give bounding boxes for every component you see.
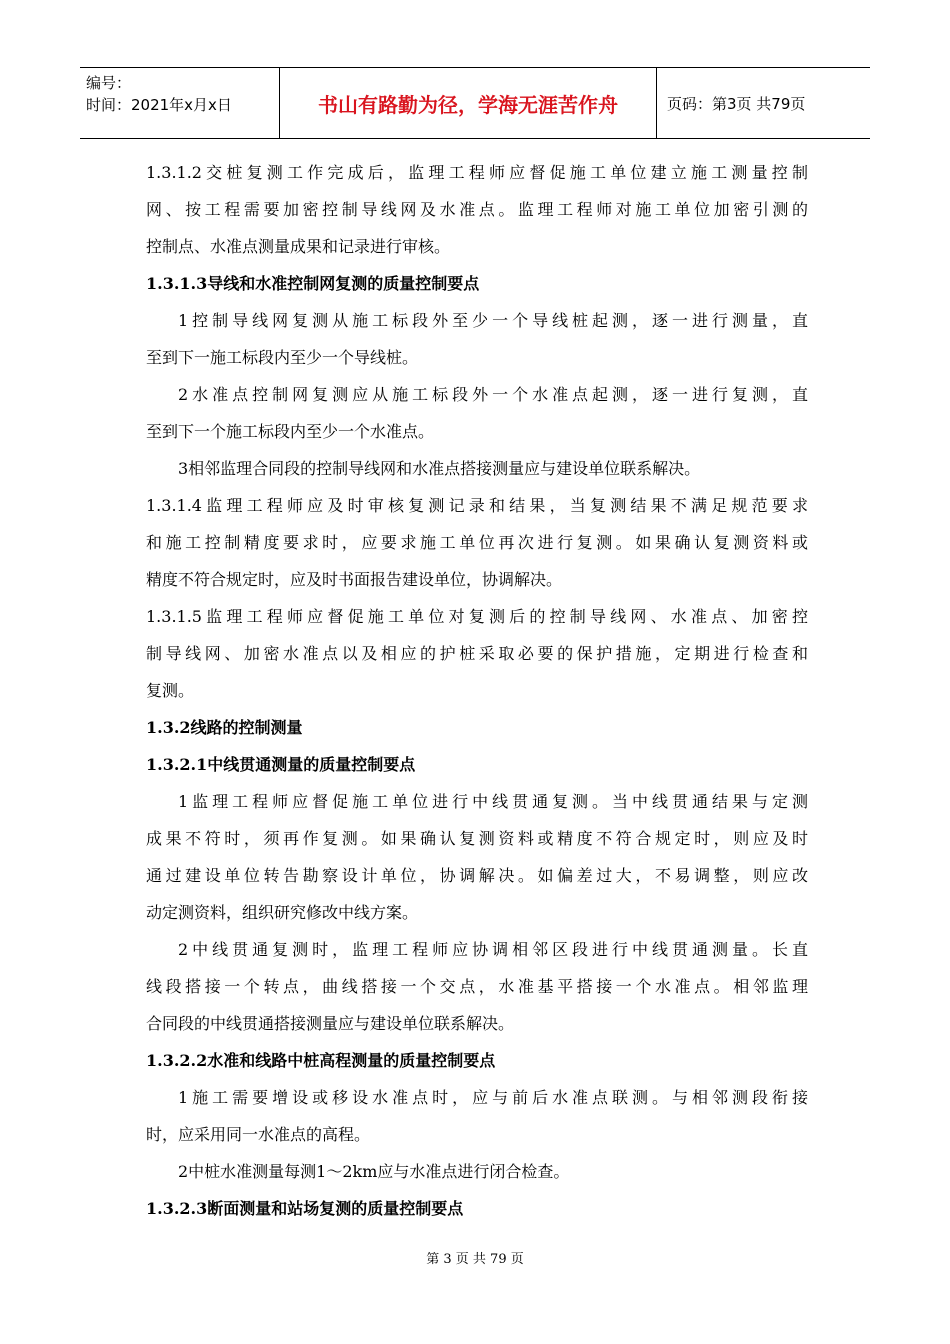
section-heading: 1.3.2线路的控制测量 <box>146 718 303 737</box>
time-label: 时间：2021年x月x日 <box>86 96 232 114</box>
paragraph-line: 时，应采用同一水准点的高程。 <box>146 1125 371 1144</box>
page-info: 页码：第3页 共79页 <box>667 94 806 113</box>
section-heading: 1.3.1.3导线和水准控制网复测的质量控制要点 <box>146 274 480 293</box>
paragraph-line: 合同段的中线贯通搭接测量应与建设单位联系解决。 <box>146 1014 515 1033</box>
page-footer: 第 3 页 共 79 页 <box>426 1252 524 1267</box>
header-meta-cell <box>80 68 280 138</box>
paragraph-line: 制导线网、加密水准点以及相应的护桩采取必要的保护措施，定期进行检查和 <box>146 644 808 663</box>
number-label: 编号： <box>86 74 132 92</box>
paragraph-line: 复测。 <box>146 681 195 700</box>
paragraph-line: 2水准点控制网复测应从施工标段外一个水准点起测，逐一进行复测，直 <box>178 385 808 404</box>
paragraph-line: 1.3.1.5监理工程师应督促施工单位对复测后的控制导线网、水准点、加密控 <box>146 607 808 626</box>
section-heading: 1.3.2.1中线贯通测量的质量控制要点 <box>146 755 416 774</box>
paragraph-line: 至到下一施工标段内至少一个导线桩。 <box>146 348 419 367</box>
paragraph-line: 成果不符时，须再作复测。如果确认复测资料或精度不符合规定时，则应及时 <box>146 829 808 848</box>
paragraph-line: 3相邻监理合同段的控制导线网和水准点搭接测量应与建设单位联系解决。 <box>178 459 701 478</box>
paragraph-line: 精度不符合规定时，应及时书面报告建设单位，协调解决。 <box>146 570 563 589</box>
paragraph-line: 通过建设单位转告勘察设计单位，协调解决。如偏差过大，不易调整，则应改 <box>146 866 808 885</box>
paragraph-line: 1监理工程师应督促施工单位进行中线贯通复测。当中线贯通结果与定测 <box>178 792 808 811</box>
paragraph-line: 1施工需要增设或移设水准点时，应与前后水准点联测。与相邻测段衔接 <box>178 1088 808 1107</box>
paragraph-line: 至到下一个施工标段内至少一个水准点。 <box>146 422 435 441</box>
paragraph-line: 网、按工程需要加密控制导线网及水准点。监理工程师对施工单位加密引测的 <box>146 200 808 219</box>
paragraph-line: 和施工控制精度要求时，应要求施工单位再次进行复测。如果确认复测资料或 <box>146 533 808 552</box>
motto: 书山有路勤为径，学海无涯苦作舟 <box>280 68 657 138</box>
paragraph-line: 线段搭接一个转点，曲线搭接一个交点，水准基平搭接一个水准点。相邻监理 <box>146 977 808 996</box>
paragraph-line: 2中桩水准测量每测1～2km应与水准点进行闭合检查。 <box>178 1162 570 1181</box>
paragraph-line: 控制点、水准点测量成果和记录进行审核。 <box>146 237 451 256</box>
paragraph-line: 1.3.1.4监理工程师应及时审核复测记录和结果，当复测结果不满足规范要求 <box>146 496 808 515</box>
paragraph-line: 2中线贯通复测时，监理工程师应协调相邻区段进行中线贯通测量。长直 <box>178 940 808 959</box>
paragraph-line: 1.3.1.2交桩复测工作完成后，监理工程师应督促施工单位建立施工测量控制 <box>146 163 808 182</box>
paragraph-line: 1控制导线网复测从施工标段外至少一个导线桩起测，逐一进行测量，直 <box>178 311 808 330</box>
header-table <box>80 67 870 139</box>
paragraph-line: 动定测资料，组织研究修改中线方案。 <box>146 903 419 922</box>
document-body <box>146 154 808 1227</box>
section-heading: 1.3.2.3断面测量和站场复测的质量控制要点 <box>146 1199 464 1218</box>
section-heading: 1.3.2.2水准和线路中桩高程测量的质量控制要点 <box>146 1051 496 1070</box>
